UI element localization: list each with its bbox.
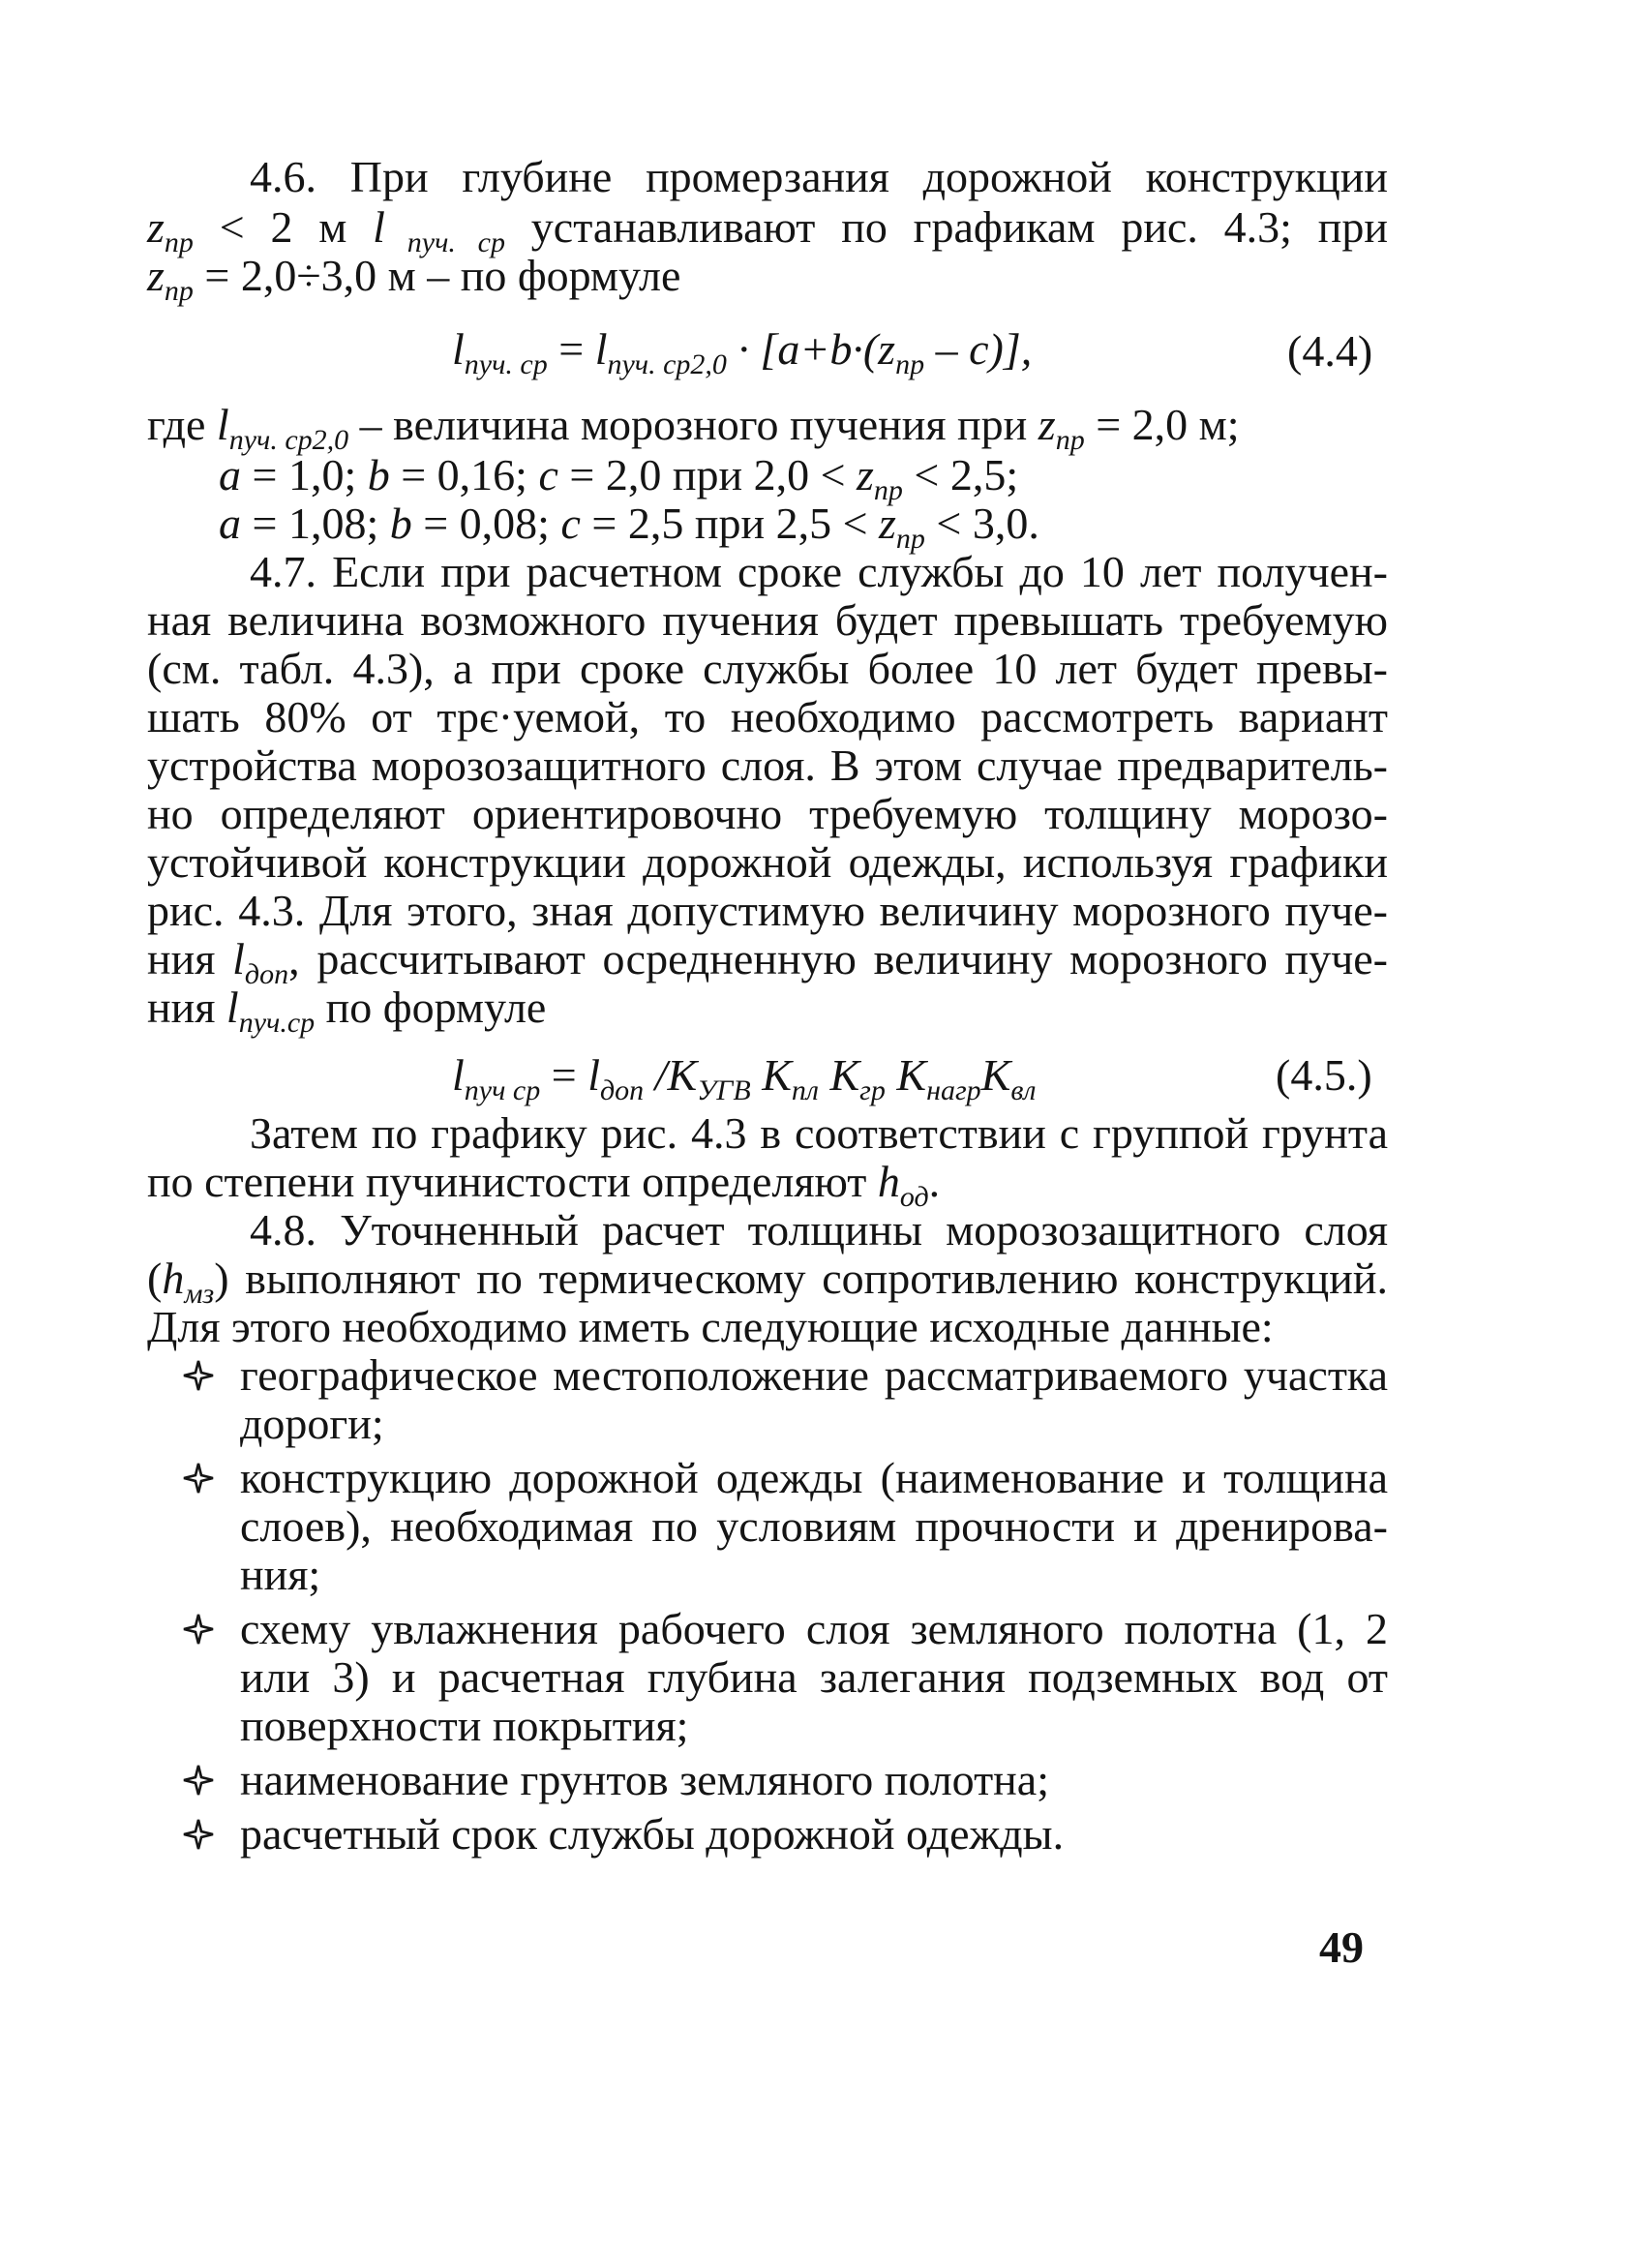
formula-part: · [a+b·(z bbox=[726, 324, 896, 374]
bullet-5-line-1: расчетный срок службы дорожной одежды. bbox=[240, 1809, 1065, 1859]
text-run: = 0,16; bbox=[389, 450, 539, 499]
where-line-2 bbox=[219, 450, 1019, 506]
equation-4-5 bbox=[452, 1049, 1037, 1106]
section-4-7-line-4: шать 80% от трє·уемой, то необходимо рассмотреть вариант bbox=[147, 692, 1388, 741]
bullet-2-line-1: конструкцию дорожной одежды (наименование и толщина bbox=[240, 1453, 1388, 1502]
subscript: од bbox=[899, 1181, 929, 1213]
subscript: нагр bbox=[926, 1074, 981, 1106]
bullet-4-line-1: наименование грунтов земляного полотна; bbox=[240, 1755, 1049, 1804]
bullet-2-line-3: ния; bbox=[240, 1550, 321, 1599]
text-run: , рассчитывают осредненную величину морозного пуче- bbox=[288, 934, 1388, 983]
var-l: l bbox=[373, 202, 385, 252]
var-c: c bbox=[560, 499, 581, 548]
subscript: пр bbox=[895, 523, 925, 555]
subscript: пуч. ср bbox=[384, 227, 505, 258]
subscript: УГВ bbox=[697, 1074, 751, 1106]
var-k: K bbox=[980, 1050, 1011, 1100]
page-number: 49 bbox=[1319, 1922, 1364, 1972]
subscript: вл bbox=[1010, 1074, 1037, 1106]
section-4-7-line-6: но определяют ориентировочно требуемую толщину морозо- bbox=[147, 789, 1388, 838]
var-a: a bbox=[219, 499, 241, 548]
var-l: l bbox=[594, 324, 608, 374]
var-h: h bbox=[877, 1157, 900, 1206]
section-4-6-line-2 bbox=[147, 202, 1388, 258]
var-k: K bbox=[667, 1050, 698, 1100]
text-run: ния bbox=[147, 934, 233, 983]
subscript: мз bbox=[184, 1278, 215, 1310]
subscript: пр bbox=[873, 474, 903, 506]
text-run: < 2,5; bbox=[902, 450, 1019, 499]
section-4-7-line-9 bbox=[147, 934, 1388, 990]
bullet-3-line-1: схему увлажнения рабочего слоя земляного полотна (1, 2 bbox=[240, 1604, 1388, 1653]
subscript: пуч.ср bbox=[238, 1007, 316, 1039]
subscript: доп bbox=[599, 1074, 645, 1106]
var-k: K bbox=[750, 1050, 792, 1100]
text-run: = 0,08; bbox=[411, 499, 561, 548]
subscript: пуч. ср bbox=[464, 348, 548, 380]
var-z: z bbox=[1038, 400, 1056, 449]
bullet-3-line-2: или 3) и расчетная глубина залегания подземных вод от bbox=[240, 1652, 1388, 1702]
bullet-2-line-2: слоев), необходимая по условиям прочности и дренирова- bbox=[240, 1501, 1388, 1551]
equals-sign: = bbox=[540, 1050, 588, 1100]
section-4-6-line-3 bbox=[147, 251, 681, 307]
section-4-7-line-5: устройства морозозащитного слоя. В этом случае предваритель- bbox=[147, 741, 1388, 790]
var-k: K bbox=[818, 1050, 860, 1100]
where-line-1 bbox=[147, 400, 1240, 456]
var-l: l bbox=[226, 983, 239, 1032]
equation-4-4 bbox=[452, 323, 1033, 380]
section-4-7-line-3: (см. табл. 4.3), а при сроке службы более 10 лет будет превы- bbox=[147, 644, 1388, 693]
bullet-3-line-3: поверхности покрытия; bbox=[240, 1701, 689, 1750]
section-4-8-line-2 bbox=[147, 1254, 1388, 1310]
text-run: < 3,0. bbox=[924, 499, 1039, 548]
subscript: пр bbox=[164, 275, 194, 307]
text-run: ) выполняют по термическому сопротивлению конструкций. bbox=[214, 1254, 1388, 1303]
bullet-1-line-1: географическое местоположение рассматриваемого участка bbox=[240, 1350, 1388, 1400]
var-a: a bbox=[219, 450, 241, 499]
text-run: = 2,0 м; bbox=[1084, 400, 1240, 449]
four-point-star-outline-icon bbox=[182, 1818, 215, 1851]
slash: / bbox=[644, 1050, 668, 1100]
section-4-7-line-7: устойчивой конструкции дорожной одежды, используя графики bbox=[147, 837, 1388, 887]
equation-4-4-number: (4.4) bbox=[1287, 326, 1373, 376]
section-4-7-line-10 bbox=[147, 983, 547, 1039]
bullet-1-line-2: дороги; bbox=[240, 1399, 384, 1448]
subscript: пр bbox=[164, 227, 194, 258]
subscript: доп bbox=[244, 958, 289, 990]
text-run: = 1,08; bbox=[241, 499, 390, 548]
equals-sign: = bbox=[547, 324, 595, 374]
formula-part: – c)], bbox=[924, 324, 1033, 374]
text-run: по формуле bbox=[315, 983, 547, 1032]
then-line-1: Затем по графику рис. 4.3 в соответствии с группой грунта bbox=[250, 1108, 1388, 1158]
four-point-star-outline-icon bbox=[182, 1462, 215, 1495]
text-run: ния bbox=[147, 983, 226, 1032]
section-4-7-line-2: ная величина возможного пучения будет превышать требуемую bbox=[147, 595, 1388, 645]
text-run: = 2,5 при 2,5 < bbox=[580, 499, 880, 548]
subscript: пуч. ср2,0 bbox=[228, 424, 349, 456]
section-4-7-line-8: рис. 4.3. Для этого, зная допустимую величину морозного пуче- bbox=[147, 886, 1388, 935]
where-line-3 bbox=[219, 499, 1039, 555]
four-point-star-outline-icon bbox=[182, 1764, 215, 1797]
four-point-star-outline-icon bbox=[182, 1613, 215, 1646]
var-z: z bbox=[147, 251, 165, 300]
var-l: l bbox=[216, 400, 229, 449]
var-l: l bbox=[232, 934, 245, 983]
text-run: = 1,0; bbox=[241, 450, 368, 499]
var-h: h bbox=[162, 1254, 185, 1303]
subscript: пл bbox=[791, 1074, 819, 1106]
subscript: пуч. ср2,0 bbox=[607, 348, 727, 380]
section-4-6-text: 4.6. При глубине промерзания дорожной конструкции bbox=[250, 152, 1388, 201]
then-line-2 bbox=[147, 1157, 941, 1213]
text-run: – величина морозного пучения при bbox=[348, 400, 1038, 449]
text-run: ( bbox=[147, 1254, 163, 1303]
subscript: гр bbox=[859, 1074, 886, 1106]
text-run: где bbox=[147, 400, 217, 449]
var-l: l bbox=[452, 324, 465, 374]
section-4-7-line-1: 4.7. Если при расчетном сроке службы до 10 лет получен- bbox=[250, 547, 1388, 596]
subscript: пуч ср bbox=[464, 1074, 541, 1106]
text-run: устанавливают по графикам рис. 4.3; при bbox=[505, 202, 1388, 252]
var-z: z bbox=[147, 202, 165, 252]
text-run: = 2,0÷3,0 м – по формуле bbox=[193, 251, 681, 300]
var-b: b bbox=[389, 499, 412, 548]
section-4-8-line-3: Для этого необходимо иметь следующие исходные данные: bbox=[147, 1302, 1274, 1351]
var-k: K bbox=[885, 1050, 927, 1100]
subscript: пр bbox=[1055, 424, 1085, 456]
subscript: пр bbox=[895, 348, 925, 380]
var-c: c bbox=[538, 450, 558, 499]
section-4-6-line-1 bbox=[250, 152, 1388, 201]
var-z: z bbox=[879, 499, 896, 548]
var-b: b bbox=[367, 450, 390, 499]
text-run: < 2 м bbox=[193, 202, 374, 252]
var-l: l bbox=[587, 1050, 600, 1100]
four-point-star-outline-icon bbox=[182, 1359, 215, 1392]
var-z: z bbox=[857, 450, 874, 499]
text-run: по степени пучинистости определяют bbox=[147, 1157, 878, 1206]
section-4-8-line-1: 4.8. Уточненный расчет толщины морозозащитного слоя bbox=[250, 1205, 1388, 1255]
text-run: = 2,0 при 2,0 < bbox=[557, 450, 858, 499]
equation-4-5-number: (4.5.) bbox=[1276, 1050, 1372, 1100]
text-run: . bbox=[928, 1157, 941, 1206]
var-l: l bbox=[452, 1050, 465, 1100]
